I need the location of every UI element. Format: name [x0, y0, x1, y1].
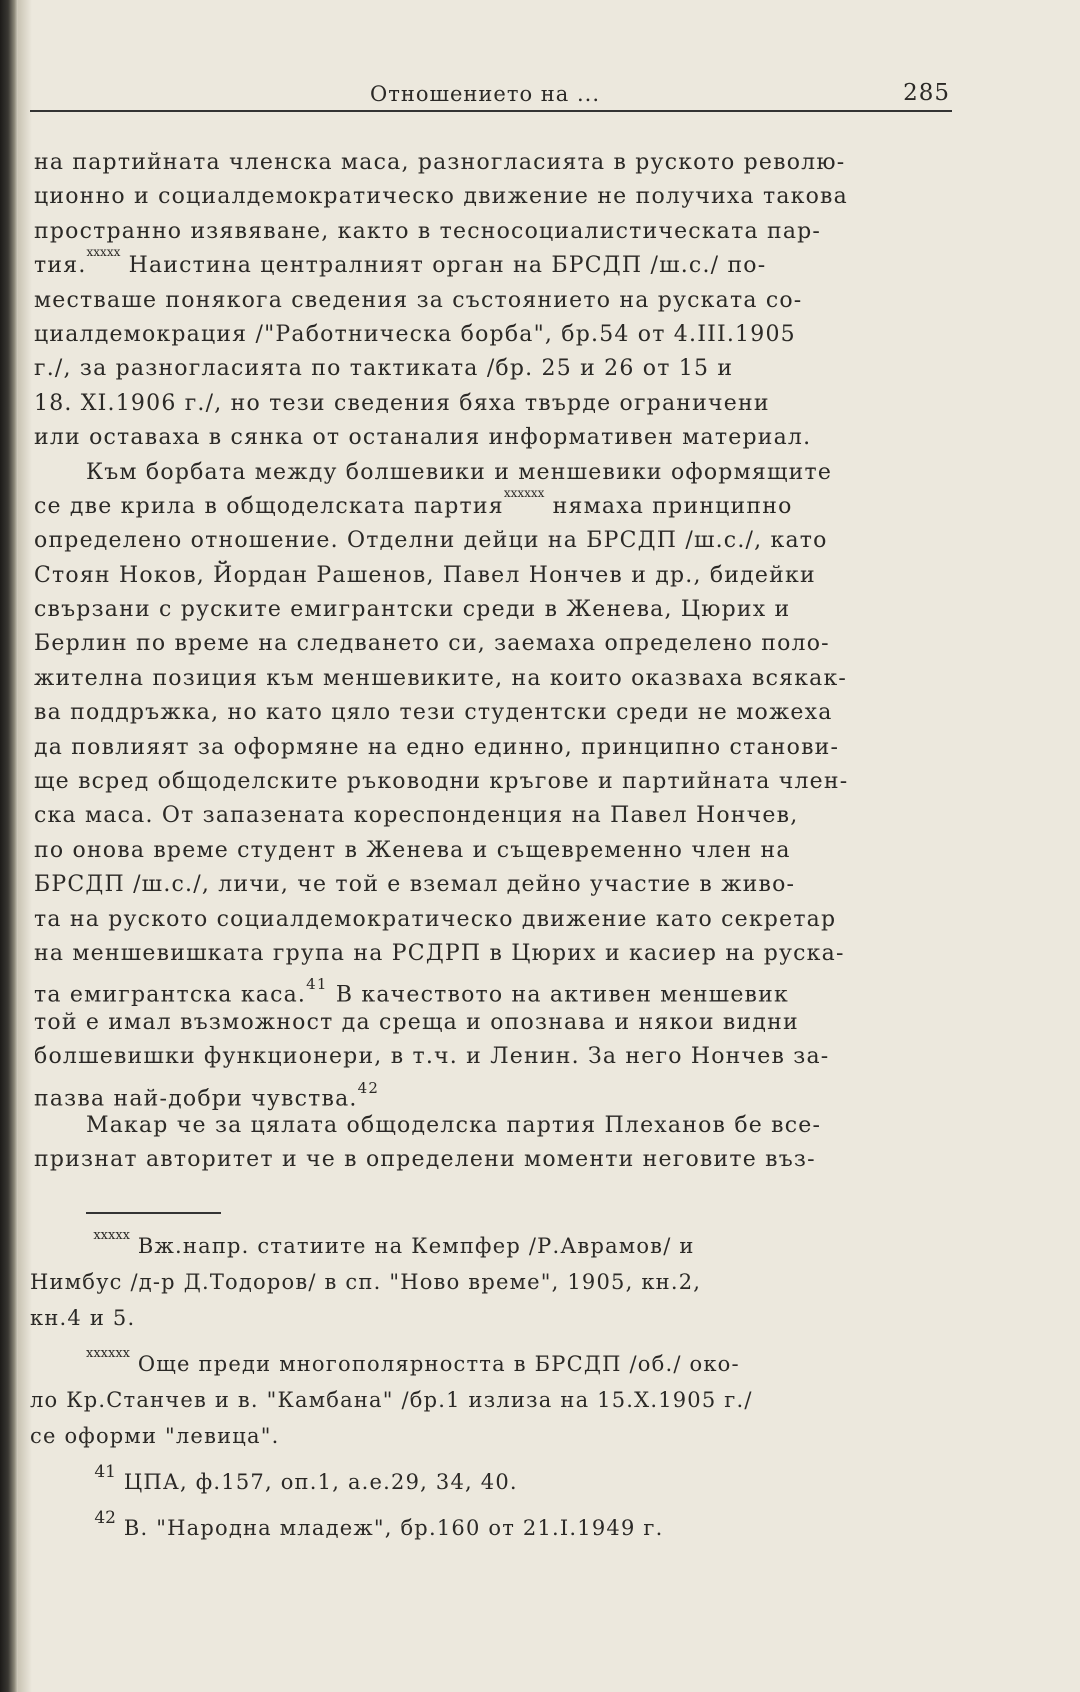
text-line: г./, за разногласията по тактиката /бр. 25 и 26 от 15 и: [34, 356, 734, 382]
text-line: ще всред общоделските ръководни кръгове и партийната член-: [34, 769, 849, 795]
text-line: на партийната членска маса, разногласията в руското револю-: [34, 150, 846, 175]
text-line: ва поддръжка, но като цяло тези студентски среди не можеха: [34, 700, 833, 726]
book-spine-shadow: [0, 0, 18, 1692]
text-line: той е имал възможност да среща и опознава и някои видни: [34, 1009, 799, 1035]
footnote-line: [30, 1346, 950, 1382]
text-line: или оставаха в сянка от останалия информативен материал.: [34, 425, 812, 451]
text-segment: Наистина централният орган на БРСДП /ш.с./ по-: [128, 253, 767, 279]
footnote-number-42: 42: [94, 1508, 116, 1528]
page-header: [30, 80, 950, 110]
text-line: пространно изявяване, както в тесносоциалистическата пар-: [34, 218, 822, 244]
footnote-line: Нимбус /д-р Д.Тодоров/ в сп. "Ново време", 1905, кн.2,: [30, 1270, 702, 1294]
page-number: 285: [903, 80, 950, 106]
footnotes: [30, 1228, 950, 1546]
text-line: Стоян Ноков, Йордан Рашенов, Павел Нончев и др., бидейки: [34, 562, 816, 588]
footnote-ref-41: 41: [306, 975, 328, 994]
spacer: [30, 1500, 950, 1510]
footnote-text: Вж.напр. статиите на Кемпфер /Р.Аврамов/ и: [137, 1234, 695, 1258]
text-line: [34, 485, 954, 524]
footnote-ref-42: 42: [357, 1078, 380, 1097]
header-rule: [30, 110, 952, 112]
text-line: Берлин по време на следването си, заемаха определено поло-: [34, 631, 830, 657]
text-line: Макар че за цялата общоделска партия Плеханов бе все-: [86, 1112, 822, 1138]
footnote-marker-6x: xxxxxx: [86, 1346, 130, 1361]
running-head: Отношението на ...: [370, 82, 600, 106]
text-line: да повлияят за оформяне на едно единно, принципно станови-: [34, 734, 840, 760]
text-line: на меншевишката група на РСДРП в Цюрих и касиер на руска-: [34, 940, 845, 966]
text-segment: нямаха принципно: [552, 493, 793, 519]
text-line: Към борбата между болшевики и меншевики оформящите: [86, 459, 833, 485]
text-line: жителна позиция към меншевиките, на които оказваха всякак-: [34, 665, 848, 691]
text-segment: пазва най-добри чувства.: [34, 1085, 358, 1111]
footnote-line: се оформи "левица".: [30, 1424, 280, 1448]
footnote-line: [30, 1228, 950, 1264]
text-line: [34, 1075, 954, 1109]
text-line: свързани с руските емигрантски среди в Женева, Цюрих и: [34, 597, 791, 623]
text-line: [34, 245, 954, 283]
text-line: ционно и социалдемократическо движение не получиха такова: [34, 184, 848, 210]
text-segment: тия.: [34, 253, 87, 279]
spacer: [30, 1336, 950, 1346]
spacer: [30, 1454, 950, 1464]
footnote-line: [30, 1464, 950, 1500]
text-line: местваше понякога сведения за състоянието на руската со-: [34, 287, 803, 313]
text-line: БРСДП /ш.с./, личи, че той е вземал дейно участие в живо-: [34, 872, 796, 898]
footnote-line: кн.4 и 5.: [30, 1306, 136, 1330]
text-line: признат авторитет и че в определени моменти неговите въз-: [34, 1147, 816, 1173]
text-line: по онова време студент в Женева и същевременно член на: [34, 837, 791, 863]
text-segment: та емигрантска каса.: [34, 982, 307, 1008]
text-line: та на руското социалдемократическо движение като секретар: [34, 906, 837, 932]
footnote-line: [30, 1510, 950, 1546]
footnote-text: В. "Народна младеж", бр.160 от 21.I.1949 г.: [123, 1516, 664, 1540]
footnote-number-41: 41: [94, 1462, 116, 1482]
footnote-rule: [86, 1212, 221, 1214]
main-text: [34, 146, 954, 1178]
text-line: [34, 971, 954, 1008]
footnote-marker-6x: xxxxxx: [503, 485, 545, 500]
text-segment: се две крила в общоделската партия: [34, 493, 504, 519]
text-line: болшевишки функционери, в т.ч. и Ленин. За него Нончев за-: [34, 1044, 830, 1070]
footnote-line: ло Кр.Станчев и в. "Камбана" /бр.1 излиза на 15.X.1905 г./: [30, 1388, 753, 1412]
text-line: ска маса. От запазената кореспонденция на Павел Нончев,: [34, 803, 799, 829]
text-line: определено отношение. Отделни дейци на БРСДП /ш.с./, като: [34, 528, 828, 554]
text-line: циалдемокрация /"Работническа борба", бр.54 от 4.III.1905: [34, 321, 796, 347]
text-line: 18. XI.1906 г./, но тези сведения бяха твърде ограничени: [34, 390, 770, 416]
footnote-marker-5x: xxxxx: [93, 1228, 130, 1243]
footnote-text: ЦПА, ф.157, оп.1, а.е.29, 34, 40.: [123, 1470, 518, 1494]
text-segment: В качеството на активен меншевик: [335, 982, 789, 1008]
footnote-text: Още преди многополярността в БРСДП /об./ око-: [137, 1352, 740, 1376]
footnote-marker-5x: xxxxx: [86, 245, 121, 260]
